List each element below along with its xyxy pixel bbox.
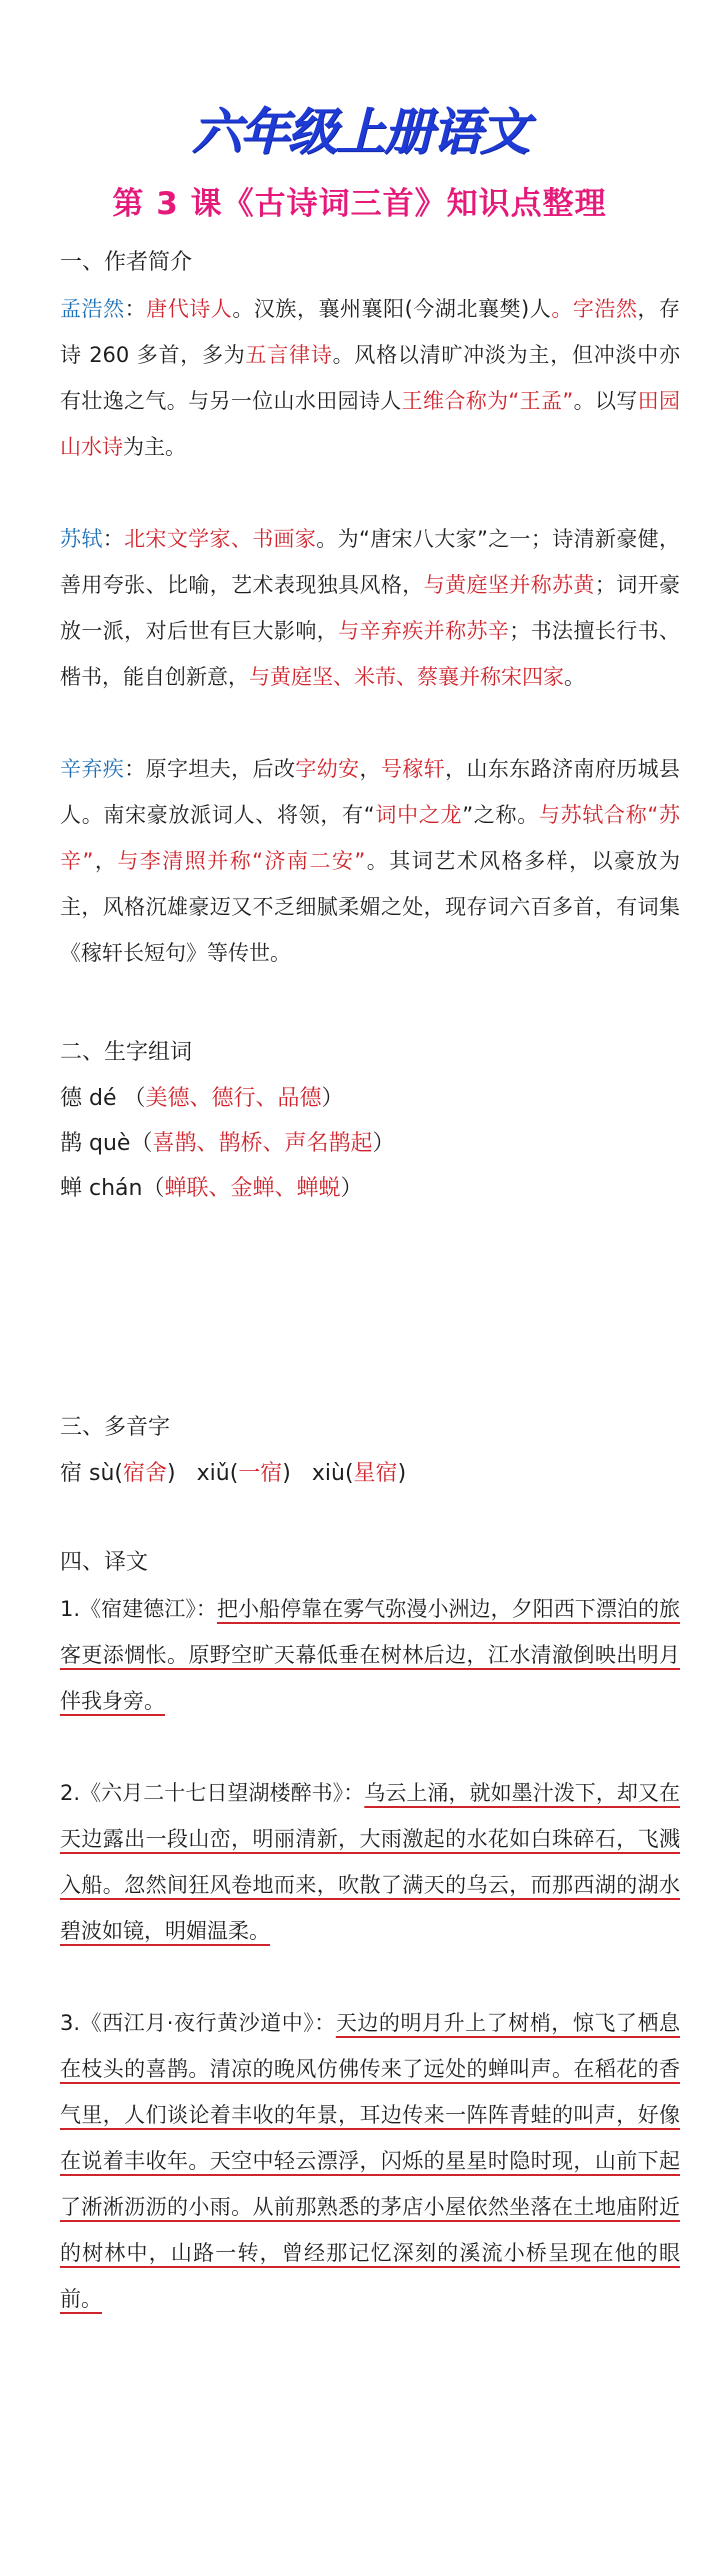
text: 。以写	[573, 389, 638, 413]
polyphone-line	[60, 1451, 680, 1496]
highlight: 字幼安	[295, 757, 360, 781]
author-meng-haoran	[60, 286, 680, 470]
char: 蝉 chán	[60, 1176, 143, 1201]
poem-title: 2.《六月二十七日望湖楼醉书》：	[60, 1781, 365, 1805]
highlight: 与黄庭坚、米芾、蔡襄并称宋四家	[249, 665, 564, 689]
translation-1	[60, 1586, 680, 1724]
bracket: )	[167, 1461, 176, 1486]
authors-section	[60, 240, 680, 976]
bracket: （	[123, 1086, 146, 1111]
polyphone-section	[60, 1405, 680, 1496]
char: 鹊 què	[60, 1131, 131, 1156]
translation-text: 天边的明月升上了树梢，惊飞了栖息在枝头的喜鹊。清凉的晚风仿佛传来了远处的蝉叫声。在稻花的香气里，人们谈论着丰收的年景，耳边传来一阵阵青蛙的叫声，好像在说着丰收年。天空中轻云漂浮，闪烁的星星时隐时现，山前下起了淅淅沥沥的小雨。从前那熟悉的茅店小屋依然坐落在土地庙附近的树林中，山路一转，曾经那记忆深刻的溪流小桥呈现在他的眼前。	[60, 2011, 681, 2311]
author-name: 辛弃疾	[60, 757, 125, 781]
page-title: 第 3 课《古诗词三首》知识点整理	[112, 186, 607, 222]
highlight: 与辛弃疾并称苏辛	[338, 619, 510, 643]
bracket: ）	[340, 1176, 363, 1201]
poem-title: 3.《西江月·夜行黄沙道中》：	[60, 2011, 336, 2035]
highlight: 唐代诗人	[146, 297, 233, 321]
text: ；词开豪放一派，对后世有巨大影响，	[60, 573, 681, 643]
bracket: （	[142, 1176, 165, 1201]
polyphone-heading: 三、多音字	[60, 1415, 171, 1440]
pinyin: sù	[89, 1461, 115, 1486]
word: 宿舍	[123, 1461, 168, 1486]
colon: ：	[102, 527, 125, 551]
word: 星宿	[353, 1461, 398, 1486]
colon: ：	[124, 757, 146, 781]
translation-heading: 四、译文	[60, 1550, 149, 1575]
text: 。风格以清旷冲淡为主，但冲淡中亦有壮逸之气。与另一位山水田园诗人	[60, 343, 681, 413]
pinyin: xiù	[311, 1461, 345, 1486]
grade-logo: 六年级上册语文	[191, 103, 528, 161]
highlight: 号稼轩	[380, 757, 446, 781]
translation-text: 把小船停靠在雾气弥漫小洲边，夕阳西下漂泊的旅客更添惆怅。原野空旷天幕低垂在树林后边，江水清澈倒映出明月伴我身旁。	[60, 1597, 680, 1713]
bracket: ）	[321, 1086, 344, 1111]
text: ，山东东路济南府历城县人。南宋豪放派词人、将领，有“	[60, 757, 681, 827]
highlight: 与苏轼合称“苏辛”	[60, 803, 680, 873]
author-su-shi	[60, 516, 680, 700]
translation-text: 乌云上涌，就如墨汁泼下，却又在天边露出一段山峦，明丽清新，大雨激起的水花如白珠碎石，飞溅入船。忽然间狂风卷地而来，吹散了满天的乌云，而那西湖的湖水碧波如镜，明媚温柔。	[60, 1781, 680, 1943]
text: ，	[93, 849, 118, 873]
word-list: 美德、德行、品德	[145, 1086, 322, 1111]
text: 。为“唐宋八大家”之一；诗清新豪健，善用夸张、比喻，艺术表现独具风格，	[60, 527, 681, 597]
highlight: 与李清照并称“济南二安”	[117, 849, 366, 873]
bracket: (	[229, 1461, 239, 1486]
text: ”之称。	[462, 803, 539, 827]
word-list: 喜鹊、鹊桥、声名鹊起	[152, 1131, 373, 1156]
author-name: 孟浩然	[60, 297, 125, 321]
char: 宿	[60, 1461, 83, 1486]
word-item-de	[60, 1076, 680, 1121]
text: 。其词艺术风格多样，以豪放为主，风格沉雄豪迈又不乏细腻柔媚之处，现存词六百多首，有词集《稼轩长短句》等传世。	[60, 849, 680, 965]
highlight: 五言律诗	[245, 343, 333, 367]
bracket: (	[344, 1461, 354, 1486]
word-item-chan	[60, 1166, 680, 1211]
text: ，	[359, 757, 381, 781]
highlight: 王维合称为“王孟”	[401, 389, 574, 413]
text: 原字坦夫，后改	[145, 757, 296, 781]
text: 。汉族，襄州襄阳(今湖北襄樊)人	[232, 297, 552, 321]
words-heading: 二、生字组词	[60, 1040, 193, 1065]
highlight: 词中之龙	[374, 803, 463, 827]
bracket: )	[397, 1461, 407, 1486]
translation-2	[60, 1770, 680, 1954]
author-xin-qiji	[60, 746, 680, 976]
word-list: 蝉联、金蝉、蝉蜕	[164, 1176, 341, 1201]
text: 为主。	[123, 435, 186, 459]
authors-heading: 一、作者简介	[60, 250, 193, 275]
author-name: 苏轼	[60, 527, 103, 551]
words-section	[60, 1030, 680, 1211]
text: 。	[551, 297, 573, 321]
word: 一宿	[238, 1461, 283, 1486]
colon: ：	[124, 297, 147, 321]
char: 德 dé	[60, 1086, 117, 1111]
text: ；书法擅长行书、楷书，能自创新意，	[60, 619, 681, 689]
bracket: （	[130, 1131, 153, 1156]
text: 。	[564, 665, 585, 689]
pinyin: xiǔ	[196, 1461, 230, 1486]
highlight: 字浩然	[572, 297, 638, 321]
bracket: ）	[372, 1131, 395, 1156]
translation-section	[60, 1540, 680, 2322]
bracket: )	[282, 1461, 291, 1486]
translation-3	[60, 2000, 680, 2322]
bracket: (	[114, 1461, 124, 1486]
highlight: 与黄庭坚并称苏黄	[423, 573, 595, 597]
highlight: 北宋文学家、书画家	[124, 527, 317, 551]
word-item-que	[60, 1121, 680, 1166]
poem-title: 1.《宿建德江》：	[60, 1597, 217, 1621]
text: ，存诗 260 多首，多为	[60, 297, 681, 367]
highlight: 田园山水诗	[60, 389, 681, 459]
